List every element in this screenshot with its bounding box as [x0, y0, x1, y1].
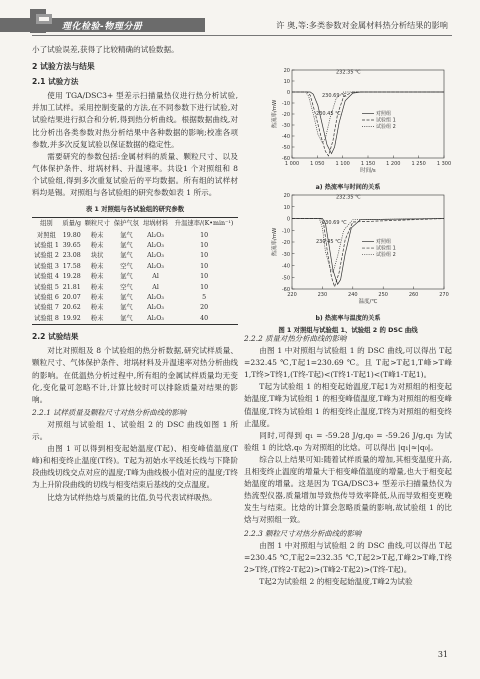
y-tick-label: -50 — [281, 145, 290, 151]
y-tick-label: 20 — [283, 193, 290, 199]
figure-1 — [244, 66, 452, 334]
table-cell: 10 — [200, 262, 209, 270]
x-tick-label: 220 — [287, 292, 297, 298]
paragraph-fig1-ref: 对照组与试验组 1、试验组 2 的 DSC 曲线如图 1 所示。 — [32, 419, 238, 442]
table-cell: 空气 — [120, 262, 133, 270]
chart-heatflow-vs-temperature — [244, 191, 452, 309]
legend-label: 试验组 2 — [376, 124, 396, 131]
table-cell: 粉末 — [90, 231, 104, 239]
table-header-cell: 坩埚材料 — [141, 218, 170, 231]
table-cell: 试验组 8 — [32, 314, 61, 325]
table-header-cell: 颗粒尺寸 — [83, 218, 112, 231]
table-cell: 氩气 — [120, 304, 133, 312]
y-axis-label: 热流率/mW — [272, 99, 278, 129]
table-cell: 氩气 — [120, 252, 133, 260]
y-tick-label: -40 — [281, 263, 290, 270]
series-line — [292, 219, 444, 285]
journal-logo-text: 理化检验-物理分册 — [62, 22, 143, 32]
annotation-label: 230.45 ℃ — [316, 239, 341, 246]
y-tick-label: -30 — [281, 123, 290, 129]
page-header — [0, 0, 480, 40]
table-cell: 试验组 7 — [33, 304, 59, 312]
table-cell: 氩气 — [120, 231, 133, 239]
table-cell: 21.81 — [62, 283, 81, 291]
table-cell: 试验组 6 — [33, 294, 59, 302]
table-cell: 粉末 — [83, 314, 112, 325]
table-cell: Al₂O₃ — [147, 231, 164, 239]
y-tick-label: 0 — [286, 90, 290, 96]
x-tick-label: 1 000 — [284, 161, 300, 167]
table-cell: 20.07 — [62, 294, 81, 302]
x-axis-label: 时间/s — [360, 168, 376, 174]
table-cell: 氩气 — [120, 294, 133, 302]
series-line — [292, 92, 444, 156]
header-rule — [32, 35, 452, 36]
annotation-label: 230.69 ℃ — [322, 219, 347, 226]
series-line — [292, 92, 444, 143]
y-tick-label: 10 — [283, 204, 290, 211]
left-column — [32, 44, 238, 504]
x-tick-label: 1 300 — [436, 161, 452, 167]
annotation-label: 230.45 ℃ — [316, 111, 341, 118]
table-cell: 20 — [200, 304, 209, 312]
table-cell: 粉末 — [90, 242, 104, 250]
table-cell: 对照组 — [36, 231, 56, 239]
table-cell: Al₂O₃ — [147, 262, 164, 270]
section-2-1-heading: 2.1 试验方法 — [32, 77, 79, 87]
table-cell: 19.92 — [61, 314, 83, 325]
y-tick-label: -60 — [281, 287, 290, 293]
x-tick-label: 270 — [439, 292, 449, 298]
figure-1b-caption: b) 热流率与温度的关系 — [315, 315, 381, 322]
legend-label: 试验组 1 — [376, 117, 396, 124]
paragraph-method: 使用 TGA/DSC3+ 型差示扫描量热仪进行热分析试验,并加工试样。采用控制变量的方法,在不同参数下进行试验,对试验结果进行拟合和分析,得到热分析曲线。根据数据曲线,对比分析出各类参数对热分析结果中各种数据的影响;校准各项参数,并多次反复试验以保证数据的稳定性。 — [32, 91, 238, 149]
table-cell: Al — [152, 283, 159, 291]
table-cell: 10 — [200, 273, 209, 281]
paragraph-temperatures: 由图 1 可以得到相变起始温度(T起)、相变峰值温度(T峰)和相变终止温度(T终)。T起为初始水平线延长线与下降阶段曲线切线交点对应的温度;T峰为曲线极小值对应的温度;T终为上升阶段曲线的切线与相变结束后基线的交点温度。 — [32, 444, 238, 490]
table-row — [32, 231, 238, 241]
plot-frame — [292, 195, 444, 289]
y-tick-label: -10 — [281, 101, 290, 107]
paragraph-size-1: 由图 1 中对照组与试验组 2 的 DSC 曲线,可以得出 T起=230.45 ℃,T起2=232.35 ℃,T起2>T起,T峰2>T峰,T终2>T终,(T终2-T起2)>(T峰2-T起2)>(T终-T起)。 — [244, 540, 452, 574]
figure-1a-caption: a) 热流率与时间的关系 — [315, 184, 381, 191]
table-row — [32, 241, 238, 251]
table-row — [32, 272, 238, 282]
table-cell: 氩气 — [112, 314, 141, 325]
series-line — [292, 92, 444, 154]
table-cell: 23.08 — [62, 252, 81, 260]
y-tick-label: 0 — [286, 216, 290, 223]
legend-label: 对照组 — [376, 111, 392, 118]
x-tick-label: 240 — [348, 292, 358, 298]
y-tick-label: -20 — [281, 112, 290, 118]
table-cell: 粉末 — [90, 283, 104, 291]
table-cell: 块状 — [90, 252, 104, 260]
table-cell: 10 — [200, 242, 209, 250]
table-1-caption: 表 1 对照组与各试验组的研究参数 — [85, 205, 185, 214]
right-column — [244, 332, 452, 588]
table-row — [32, 251, 238, 261]
x-tick-label: 230 — [317, 292, 328, 298]
table-cell: 20.62 — [62, 304, 81, 312]
x-tick-label: 1 200 — [386, 161, 401, 167]
table-1 — [32, 217, 238, 325]
table-cell: 17.58 — [62, 262, 81, 270]
x-tick-label: 1 050 — [310, 161, 325, 167]
legend-label: 试验组 1 — [376, 245, 396, 252]
y-tick-label: -60 — [281, 156, 290, 162]
paragraph-enthalpy: 比焓为试样热焓与质量的比值,负号代表试样吸热。 — [47, 492, 217, 502]
table-header-cell: 组别 — [32, 218, 61, 231]
table-cell: 粉末 — [90, 273, 104, 281]
series-line — [292, 219, 444, 287]
table-cell: 氩气 — [120, 242, 133, 250]
table-cell: 10 — [200, 231, 209, 239]
table-row — [32, 314, 238, 325]
table-row — [32, 303, 238, 313]
y-axis-label: 热流率/mW — [272, 227, 278, 257]
table-cell: 空气 — [120, 283, 133, 291]
x-tick-label: 1 100 — [335, 161, 350, 167]
table-cell: 40 — [170, 314, 238, 325]
y-tick-label: -40 — [281, 134, 290, 140]
table-header-cell: 升温速率/(K•min⁻¹) — [170, 218, 238, 231]
plot-frame — [292, 70, 444, 158]
table-header-row — [32, 218, 238, 231]
table-cell: 粉末 — [90, 304, 104, 312]
table-cell: 19.28 — [62, 273, 81, 281]
paragraph-size-2: T起2为试验组 2 的相变起始温度,T峰2为试验 — [259, 576, 413, 586]
table-cell: 试验组 1 — [33, 242, 59, 250]
table-cell: 试验组 3 — [33, 262, 59, 270]
journal-logo-icon — [28, 6, 58, 36]
table-cell: 试验组 2 — [33, 252, 59, 260]
intro-tail: 小了试验误差,获得了比较精确的试验数据。 — [32, 45, 179, 54]
section-2-2-2-heading: 2.2.2 质量对热分析曲线的影响 — [244, 334, 347, 343]
paragraph-mass-4: 综合以上结果可知:随着试样质量的增加,其相变温度升高,且相变终止温度的增量大于相变峰值温度的增量,也大于相变起始温度的增量。这是因为 TGA/DSC3+ 型差示扫描量热仪为热流型仪器,质量增加导致热传导效率降低,从而导致相变更晚发生与结束。比焓的计算会忽略质量的影响,故试验组 1 的比焓与对照组一致。 — [244, 454, 452, 525]
table-cell: 粉末 — [90, 294, 104, 302]
section-2-2-heading: 2.2 试验结果 — [32, 332, 79, 342]
section-2-2-1-heading: 2.2.1 试样质量及颗粒尺寸对热分析曲线的影响 — [32, 407, 187, 417]
annotation-label: 230.69 ℃ — [322, 92, 347, 99]
table-row — [32, 283, 238, 293]
table-cell: Al₂O₃ — [147, 304, 164, 312]
table-cell: Al₂O₃ — [141, 314, 170, 325]
table-cell: 10 — [200, 283, 209, 291]
table-cell: 39.65 — [62, 242, 81, 250]
table-cell: Al — [152, 273, 159, 281]
annotation-label: 232.35 ℃ — [336, 194, 361, 201]
series-line — [292, 219, 444, 273]
paragraph-mass-2: T起为试验组 1 的相变起始温度,T起1为对照组的相变起始温度,T峰为试验组 1 的相变峰值温度,T峰为对照组的相变峰值温度,T终为试验组 1 的相变终止温度,T终为对照组的相变终止温度。 — [244, 382, 452, 428]
table-cell: Al₂O₃ — [147, 242, 164, 250]
running-head: 许 奥,等:多类参数对金属材料热分析结果的影响 — [276, 20, 448, 30]
x-tick-label: 250 — [378, 292, 388, 298]
chart-heatflow-vs-time — [244, 66, 452, 178]
table-cell: 19.80 — [62, 231, 81, 239]
page-number: 31 — [437, 650, 448, 659]
paragraph-parameters: 需要研究的参数包括:金属材料的质量、颗粒尺寸、以及气体保护条件、坩埚材料、升温速率。共设1 个对照组和 8 个试验组,得到多次重复试验后的平均数据。所有组的试样材料均是锡。对照组与各试验组的研究参数如表 1 所示。 — [32, 151, 238, 198]
figure-1-caption: 图 1 对照组与试验组 1、试验组 2 的 DSC 曲线 — [278, 326, 418, 334]
table-row — [32, 293, 238, 303]
table-cell: 试验组 5 — [33, 283, 59, 291]
x-axis-label: 温度/℃ — [358, 299, 378, 305]
table-cell: Al₂O₃ — [147, 252, 164, 260]
table-cell: 5 — [202, 294, 207, 302]
table-cell: 10 — [200, 252, 209, 260]
table-cell: Al₂O₃ — [147, 294, 164, 302]
y-tick-label: -20 — [281, 240, 290, 246]
x-tick-label: 1 150 — [360, 161, 376, 167]
y-tick-label: 10 — [283, 79, 290, 85]
table-cell: 粉末 — [90, 262, 104, 270]
table-row — [32, 262, 238, 272]
y-tick-label: -10 — [281, 228, 290, 235]
legend-label: 对照组 — [376, 239, 392, 246]
paragraph-mass-1: 由图 1 中对照组与试验组 1 的 DSC 曲线,可以得出 T起=232.45 ℃,T起1=230.69 ℃。且 T起>T起1,T峰>T峰1,T终>T终1,(T终-T起)<(T终1-T起1)<(T峰1-T起1)。 — [244, 346, 452, 380]
y-tick-label: -50 — [281, 275, 290, 282]
table-cell: 试验组 4 — [33, 273, 59, 281]
paragraph-results: 对比对照组及 8 个试验组的热分析数据,研究试样质量、颗粒尺寸、气体保护条件、坩埚材料及升温速率对热分析曲线的影响。在低温热分析过程中,所有组的金属试样质量均无变化,变化量可忽略不计,计算比较时可以排除质量对结果的影响。 — [32, 346, 238, 404]
paragraph-mass-3: 同时,可得到 q₁ = -59.28 J/g,q₀ = -59.26 J/g,q₁ 为试验组 1 的比焓,q₀ 为对照组的比焓。可以得出 |q₁|≈|q₀|。 — [244, 430, 452, 452]
table-header-cell: 质量/g — [61, 218, 83, 231]
x-tick-label: 1 250 — [411, 161, 426, 167]
table-cell: 氩气 — [120, 273, 133, 281]
section-2-heading: 2 试验方法与结果 — [32, 62, 95, 72]
x-tick-label: 260 — [408, 292, 419, 298]
annotation-label: 232.35 ℃ — [336, 69, 361, 76]
table-header-cell: 保护气氛 — [112, 218, 141, 231]
y-tick-label: 20 — [283, 68, 290, 74]
legend-label: 试验组 2 — [376, 252, 396, 259]
section-2-2-3-heading: 2.2.3 颗粒尺寸对热分析曲线的影响 — [244, 528, 362, 538]
y-tick-label: -30 — [281, 251, 290, 258]
